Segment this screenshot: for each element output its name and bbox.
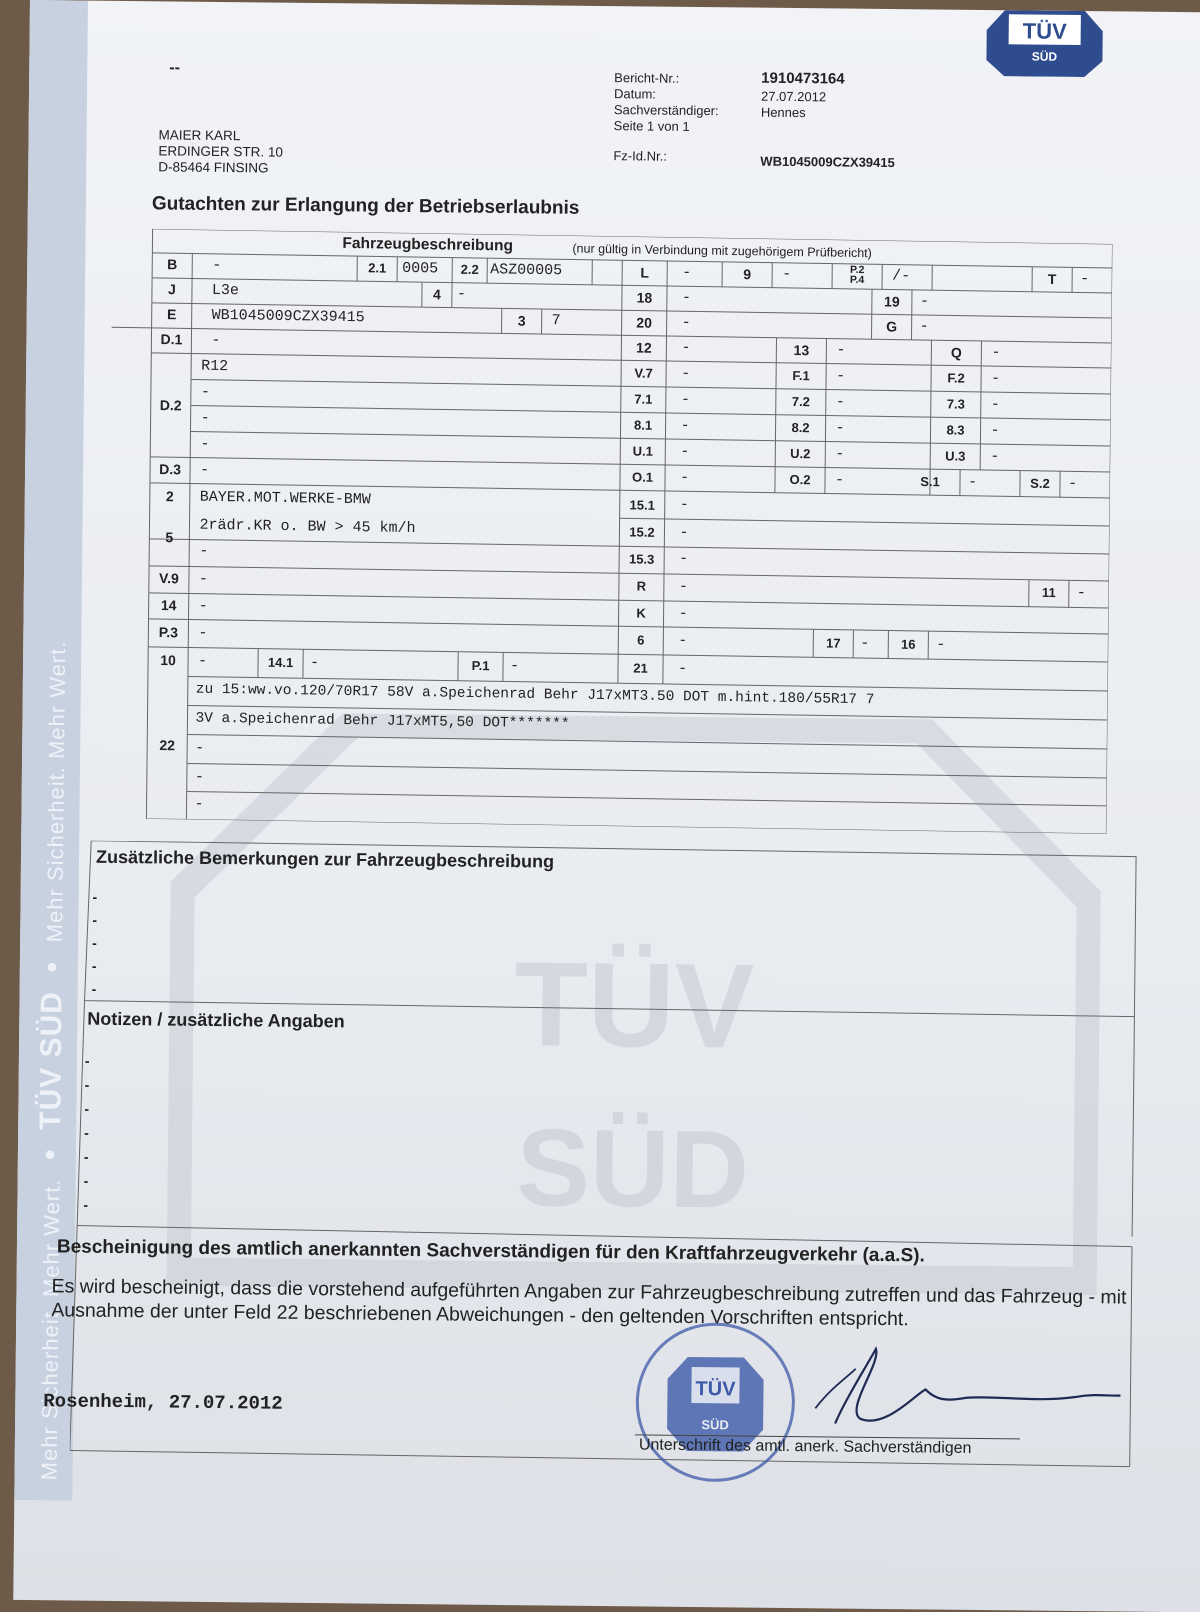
field-22-line-4: - [195, 769, 204, 786]
stamp-top-text: TÜV [695, 1377, 736, 1400]
field-u2-value: - [835, 446, 844, 463]
field-p1-value: - [510, 658, 519, 675]
handwritten-signature [775, 1338, 1136, 1442]
field-8-2-label: 8.2 [775, 420, 825, 436]
field-15-2-label: 15.2 [619, 524, 664, 540]
place-date: Rosenheim, 27.07.2012 [43, 1390, 283, 1415]
recipient-address [158, 127, 283, 176]
field-11-label: 11 [1029, 585, 1069, 601]
field-22-line-2: 3V a.Speichenrad Behr J17xMT5,50 DOT******* [195, 711, 569, 733]
field-t-label: T [1032, 271, 1072, 288]
field-u3-value: - [990, 448, 999, 465]
field-v7-value: - [681, 365, 690, 382]
field-13-value: - [836, 342, 845, 359]
field-20-label: 20 [622, 314, 667, 331]
table-title: Fahrzeugbeschreibung [342, 235, 513, 256]
field-9-value: - [782, 266, 791, 283]
field-6-value: - [678, 632, 687, 649]
field-2-1-label: 2.1 [357, 260, 397, 276]
field-15-3-label: 15.3 [619, 551, 664, 567]
field-8-3-label: 8.3 [930, 422, 980, 438]
watermark-bottom-text: SÜD [516, 1106, 750, 1231]
field-2-2-label: 2.2 [452, 262, 487, 278]
field-10-label: 10 [148, 652, 188, 669]
field-16-label: 16 [888, 636, 928, 652]
field-v9-label: V.9 [149, 570, 189, 587]
notes-line-7: - [83, 1197, 88, 1213]
field-8-1-label: 8.1 [621, 417, 666, 433]
field-12-label: 12 [621, 339, 666, 356]
tuv-sud-logo [984, 10, 1105, 77]
field-f2-value: - [991, 370, 1000, 387]
field-r-label: R [619, 578, 664, 594]
field-d1-label: D.1 [151, 331, 191, 348]
field-e-label: E [152, 306, 192, 323]
logo-bottom-text: SÜD [1032, 48, 1058, 63]
field-p3-label: P.3 [148, 624, 188, 641]
field-18-value: - [682, 289, 691, 306]
document-sheet [13, 0, 1200, 1612]
field-d2-value-3: - [201, 410, 210, 427]
field-15-3-value: - [679, 550, 688, 567]
field-u1-label: U.1 [620, 443, 665, 459]
field-d1-value: - [211, 332, 220, 349]
field-22-label: 22 [147, 737, 187, 754]
signature-label: Unterschrift des amtl. anerk. Sachverständigen [639, 1436, 972, 1457]
field-8-3-value: - [990, 422, 999, 439]
field-f2-label: F.2 [931, 370, 981, 386]
field-14-1-label: 14.1 [258, 655, 303, 671]
field-11-value: - [1077, 584, 1086, 601]
field-4-label: 4 [422, 286, 452, 302]
field-r-value: - [679, 578, 688, 595]
remarks-line-1: - [93, 889, 98, 905]
field-8-2-value: - [835, 420, 844, 437]
field-22-line-1: zu 15:ww.vo.120/70R17 58V a.Speichenrad Behr J17xMT3.50 DOT m.hint.180/55R17 7 [196, 682, 875, 709]
field-o2-value: - [835, 472, 844, 489]
field-7-3-value: - [991, 396, 1000, 413]
address-line-1: MAIER KARL [159, 127, 284, 144]
field-22-line-3: - [195, 740, 204, 757]
field-d2-value-1: R12 [201, 358, 228, 375]
field-15-1-value: - [680, 496, 689, 513]
field-l-label: L [622, 264, 667, 281]
field-p2-p4-label: P.2 P.4 [832, 265, 882, 286]
field-t-value: - [1080, 270, 1089, 287]
field-7-1-value: - [681, 391, 690, 408]
field-7-2-value: - [836, 394, 845, 411]
field-16-value: - [936, 636, 945, 653]
field-d2-label: D.2 [151, 397, 191, 414]
field-7-1-label: 7.1 [621, 391, 666, 407]
field-l-value: - [682, 264, 691, 281]
field-10-value: - [198, 653, 207, 670]
field-5-label: 5 [149, 529, 189, 546]
address-line-3: D-85464 FINSING [158, 159, 283, 176]
field-15-1-label: 15.1 [620, 497, 665, 513]
document-title: Gutachten zur Erlangung der Betriebserlaubnis [152, 193, 580, 219]
stamp-bottom-text: SÜD [701, 1417, 729, 1432]
field-19-value: - [920, 293, 929, 310]
report-no-value: 1910473164 [761, 70, 845, 88]
field-2-value: BAYER.MOT.WERKE-BMW [200, 489, 371, 509]
field-g-value: - [920, 318, 929, 335]
field-v7-label: V.7 [621, 365, 666, 381]
field-o2-label: O.2 [775, 472, 825, 488]
date-label: Datum: [614, 86, 656, 101]
field-u3-label: U.3 [930, 448, 980, 464]
field-5-value-1: 2rädr.KR o. BW > 45 km/h [199, 517, 415, 537]
field-22-line-5: - [194, 796, 203, 813]
field-b-label: B [152, 256, 192, 273]
strip-slogan-2: Mehr Sicherheit. Mehr Wert. [42, 640, 70, 942]
strip-brand: TÜV SÜD [34, 991, 68, 1130]
notes-line-1: - [85, 1053, 90, 1069]
report-no-label: Bericht-Nr.: [614, 70, 679, 86]
field-g-label: G [872, 318, 912, 335]
notes-line-3: - [84, 1101, 89, 1117]
field-6-label: 6 [618, 632, 663, 648]
remarks-line-4: - [92, 958, 97, 974]
field-21-value: - [678, 660, 687, 677]
logo-top-text: TÜV [1023, 18, 1068, 43]
remarks-line-2: - [92, 912, 97, 928]
expert-value: Hennes [761, 105, 806, 120]
notes-line-2: - [85, 1077, 90, 1093]
field-17-value: - [860, 635, 869, 652]
field-k-label: K [619, 605, 664, 621]
field-k-value: - [679, 605, 688, 622]
notes-line-4: - [84, 1125, 89, 1141]
field-f1-value: - [836, 368, 845, 385]
certification-text: Es wird bescheinigt, dass die vorstehend aufgeführten Angaben zur Fahrzeugbeschreibung zutreffen und das Fahrzeug - mit Ausnahme der unter Feld 22 beschriebenen Abweichungen - den geltenden Vorschriften entspricht. [51, 1274, 1151, 1334]
field-3-label: 3 [502, 312, 542, 329]
field-d3-label: D.3 [150, 461, 190, 478]
side-branding-strip: Mehr Sicherheit. Mehr Wert. • TÜV SÜD • Mehr Sicherheit. Mehr Wert. [14, 0, 88, 1501]
watermark-top-text: TÜV [514, 937, 755, 1074]
field-j-label: J [152, 281, 192, 298]
field-p1-label: P.1 [458, 658, 503, 674]
field-s1-value: - [968, 474, 977, 491]
field-7-2-label: 7.2 [776, 394, 826, 410]
header-dash: -- [169, 59, 180, 77]
field-5-value-2: - [199, 543, 208, 560]
field-2-1-value: 0005 [402, 260, 438, 278]
remarks-line-5: - [92, 981, 97, 997]
field-v9-value: - [199, 571, 208, 588]
notes-line-5: - [84, 1149, 89, 1165]
page-indicator: Seite 1 von 1 [614, 118, 690, 134]
vin-value: WB1045009CZX39415 [760, 154, 895, 170]
field-9-label: 9 [722, 266, 772, 283]
field-u2-label: U.2 [775, 446, 825, 462]
certification-title: Bescheinigung des amtlich anerkannten Sachverständigen für den Kraftfahrzeugverkehr (a.a.S). [57, 1236, 925, 1267]
field-s2-label: S.2 [1020, 476, 1060, 492]
field-d2-value-4: - [200, 436, 209, 453]
field-4-value: - [457, 286, 466, 303]
strip-slogan: Mehr Sicherheit. Mehr Wert. [37, 1178, 65, 1480]
notes-title: Notizen / zusätzliche Angaben [87, 1009, 345, 1033]
field-2-2-value: ASZ00005 [490, 261, 562, 279]
field-p3-value: - [198, 625, 207, 642]
field-19-label: 19 [872, 293, 912, 310]
field-p2-p4-value: /- [892, 268, 910, 285]
field-u1-value: - [680, 443, 689, 460]
field-14-label: 14 [149, 597, 189, 614]
field-o1-label: O.1 [620, 469, 665, 485]
field-2-label: 2 [150, 488, 190, 505]
field-j-value: L3e [212, 282, 239, 299]
vin-label: Fz-Id.Nr.: [613, 148, 667, 164]
field-e-value: WB1045009CZX39415 [212, 307, 365, 326]
table-subtitle: (nur gültig in Verbindung mit zugehörigem Prüfbericht) [572, 241, 872, 260]
field-o1-value: - [680, 469, 689, 486]
field-21-label: 21 [618, 660, 663, 676]
field-f1-label: F.1 [776, 368, 826, 384]
field-s1-label: S.1 [900, 474, 960, 490]
field-d2-value-2: - [201, 384, 210, 401]
field-14-1-value: - [310, 654, 319, 671]
field-s2-value: - [1068, 475, 1077, 492]
field-q-value: - [991, 344, 1000, 361]
field-7-3-label: 7.3 [931, 396, 981, 412]
date-value: 27.07.2012 [761, 89, 826, 105]
field-15-2-value: - [679, 524, 688, 541]
field-14-value: - [199, 598, 208, 615]
field-17-label: 17 [813, 635, 853, 651]
remarks-title: Zusätzliche Bemerkungen zur Fahrzeugbeschreibung [96, 847, 554, 873]
field-d3-value: - [200, 462, 209, 479]
field-8-1-value: - [680, 417, 689, 434]
field-18-label: 18 [622, 289, 667, 306]
field-q-label: Q [931, 344, 981, 361]
remarks-line-3: - [92, 935, 97, 951]
address-line-2: ERDINGER STR. 10 [158, 143, 283, 160]
field-b-value: - [212, 257, 221, 274]
expert-label: Sachverständiger: [614, 102, 719, 118]
field-13-label: 13 [776, 342, 826, 359]
vehicle-description-table [106, 228, 1112, 834]
field-12-value: - [681, 339, 690, 356]
notes-line-6: - [84, 1173, 89, 1189]
field-3-value: 7 [552, 312, 561, 329]
field-20-value: - [682, 314, 691, 331]
